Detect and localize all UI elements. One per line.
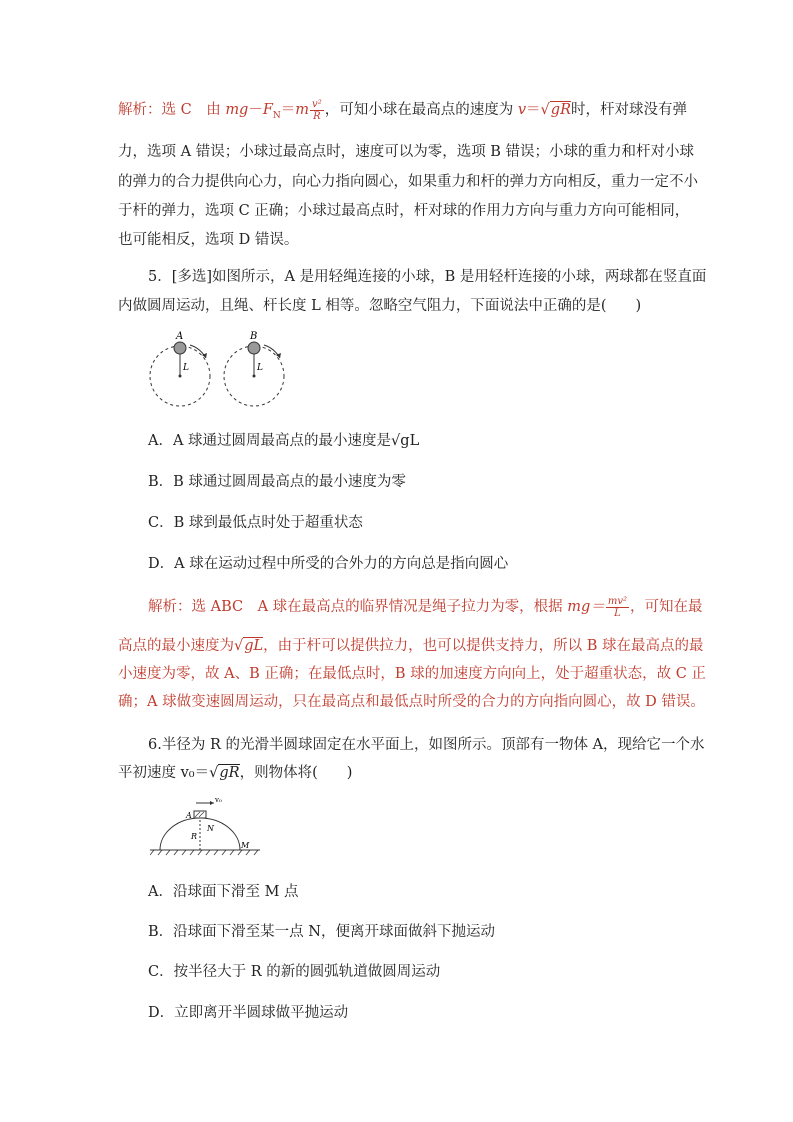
ground-hatch bbox=[150, 850, 258, 855]
analysis4-line2: 力，选项 A 错误；小球过最高点时，速度可以为零，选项 B 错误；小球的重力和杆对小球 bbox=[118, 144, 695, 160]
analysis4-line5: 也可能相反，选项 D 错误。 bbox=[118, 232, 299, 248]
q6-line2: 平初速度 v₀＝√gR，则物体将( ) bbox=[118, 765, 353, 781]
label-l-b: L bbox=[257, 363, 263, 373]
q5-figure bbox=[148, 328, 298, 413]
ball-b bbox=[248, 342, 260, 354]
analysis5-line3: 小速度为零，故 A、B 正确；在最低点时，B 球的加速度方向向上，处于超重状态，故 C 正 bbox=[118, 666, 706, 682]
label-a: A bbox=[176, 331, 184, 342]
fraction-mv2-over-l: $\frac{\text{mv²}}{L}$ bbox=[607, 595, 627, 619]
label-n: N bbox=[207, 824, 214, 833]
label-a: A bbox=[186, 811, 192, 820]
label-m: M bbox=[241, 841, 250, 850]
q5-line2: 内做圆周运动，且绳、杆长度 L 相等。忽略空气阻力，下面说法中正确的是( ) bbox=[118, 298, 642, 314]
analysis5-line2: 高点的最小速度为√gL，由于杆可以提供拉力，也可以提供支持力，所以 B 球在最高点的最 bbox=[118, 638, 704, 654]
q6-option-c: C．按半径大于 R 的新的圆弧轨道做圆周运动 bbox=[148, 964, 441, 980]
analysis4-line4: 于杆的弹力，选项 C 正确；小球过最高点时，杆对球的作用力方向与重力方向可能相同， bbox=[118, 203, 690, 219]
ball-a bbox=[174, 342, 186, 354]
q5-option-b: B．B 球通过圆周最高点的最小速度为零 bbox=[148, 474, 406, 490]
analysis5-line4: 确；A 球做变速圆周运动，只在最高点和最低点时所受的合力的方向指向圆心，故 D 错误。 bbox=[118, 694, 705, 710]
center-b bbox=[253, 375, 256, 378]
q6-figure bbox=[150, 795, 265, 860]
label-l-a: L bbox=[183, 363, 189, 373]
q6-option-a: A．沿球面下滑至 M 点 bbox=[148, 884, 299, 900]
fraction-v2-over-r: $\frac{\text{v²}}{R}$ bbox=[312, 98, 322, 122]
q5-line1: 5．[多选]如图所示，A 是用轻绳连接的小球，B 是用轻杆连接的小球，两球都在竖直面 bbox=[148, 269, 707, 285]
label-b: B bbox=[250, 331, 258, 342]
q6-line1: 6.半径为 R 的光滑半圆球固定在水平面上，如图所示。顶部有一物体 A，现给它一个水 bbox=[148, 737, 705, 753]
q6-option-b: B．沿球面下滑至某一点 N，便离开球面做斜下抛运动 bbox=[148, 924, 495, 940]
analysis4-line3: 的弹力的合力提供向心力，向心力指向圆心，如果重力和杆的弹力方向相反，重力一定不小 bbox=[118, 174, 698, 190]
label-v0: v₀ bbox=[215, 796, 222, 804]
q5-option-c: C．B 球到最低点时处于超重状态 bbox=[148, 515, 363, 531]
q5-option-a: A．A 球通过圆周最高点的最小速度是√gL bbox=[148, 433, 420, 449]
analysis5-line1: 解析：选 ABC A 球在最高点的临界情况是绳子拉力为零，根据 mg＝ $\frac{\text{mv²}}{L}$ ，可知在最 bbox=[148, 595, 703, 619]
analysis4-line1: 解析：选 C 由 $mg-F_N=m$ $\frac{\text{v²}}{R}$ ，可知小球在最高点的速度为 v＝√gR时，杆对球没有弹 bbox=[118, 98, 687, 122]
center-a bbox=[179, 375, 182, 378]
q6-option-d: D．立即离开半圆球做平抛运动 bbox=[148, 1005, 349, 1021]
analysis4-prefix: 解析：选 C 由 bbox=[118, 102, 226, 118]
label-r: R bbox=[191, 832, 198, 841]
q5-option-d: D．A 球在运动过程中所受的合外力的方向总是指向圆心 bbox=[148, 556, 509, 572]
